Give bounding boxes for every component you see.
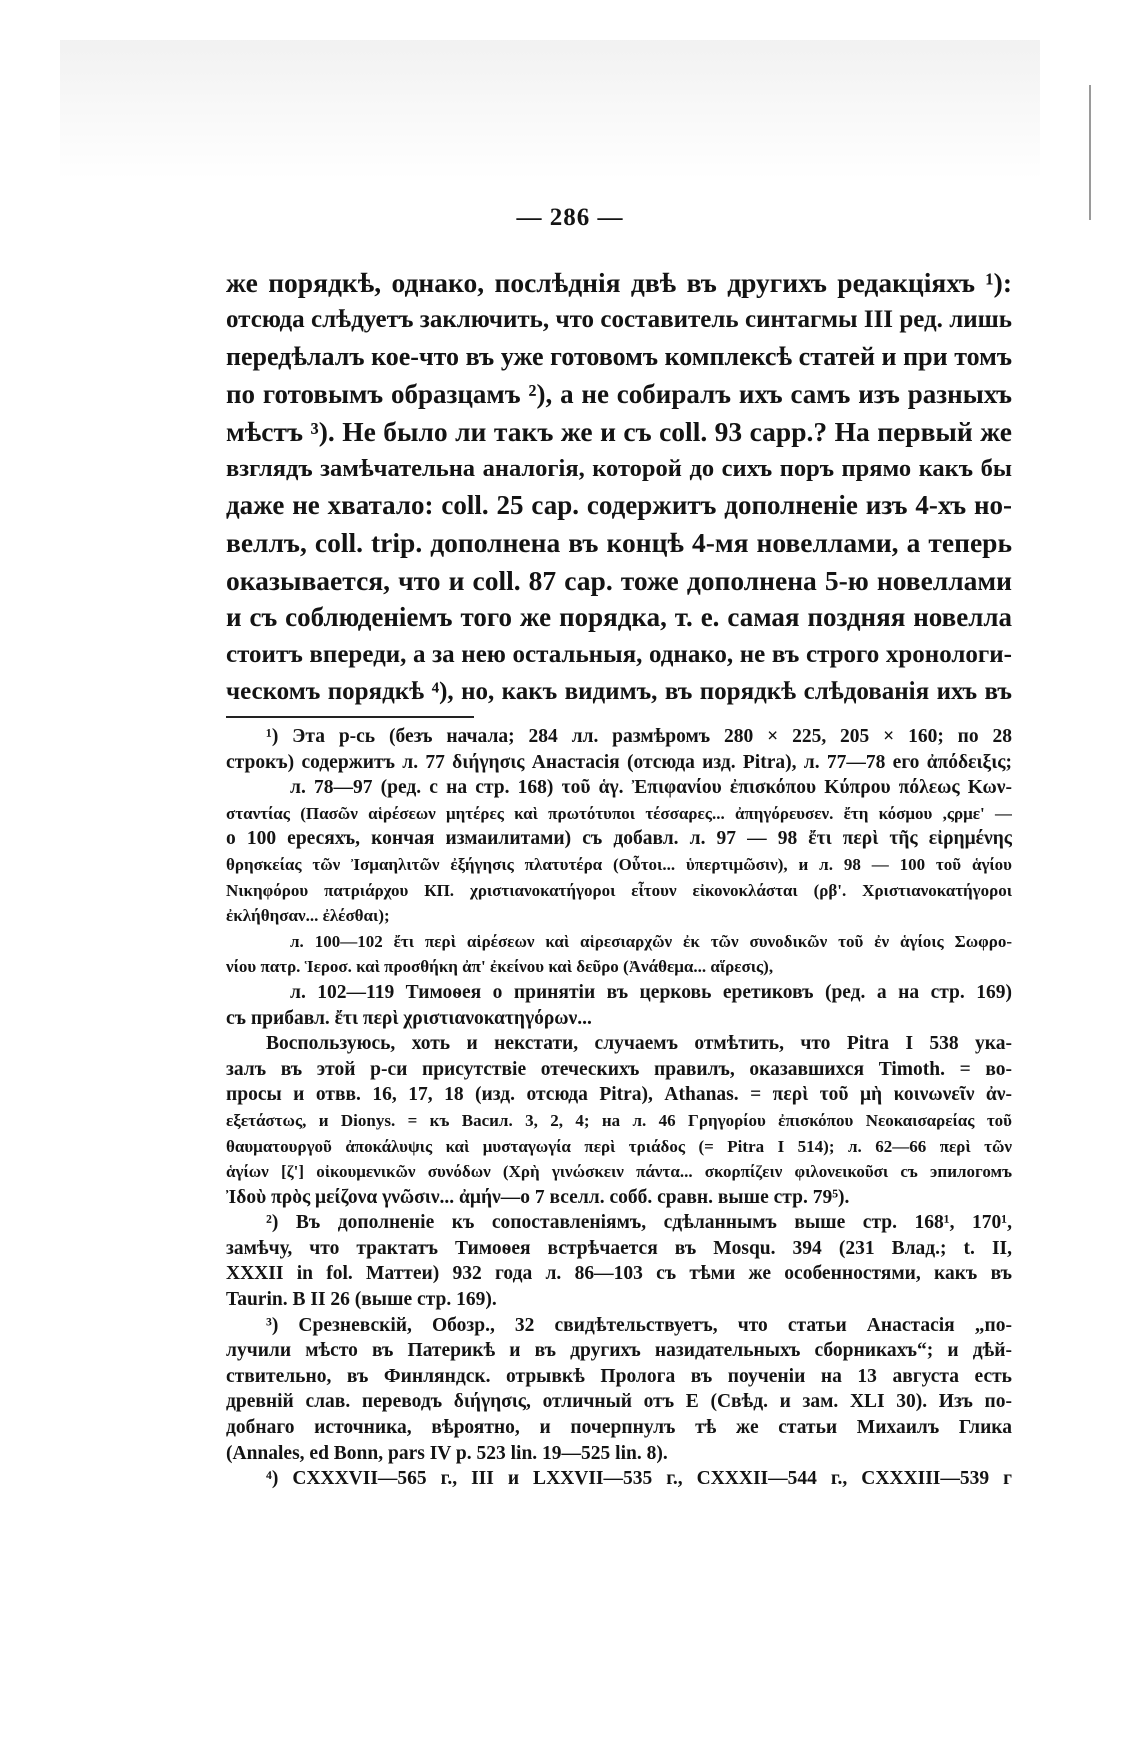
- footnote-line: θρησκείας τῶν Ἰσμαηλιτῶν ἐξήγησις πλατυτέρα (Οὗτοι... ὑπερτιμῶσιν), и л. 98 — 100 τοῦ ἁγίου: [226, 854, 1012, 874]
- footnote-line: л. 102—119 Тимоѳея о принятіи въ церковь еретиковъ (ред. а на стр. 169): [290, 981, 1012, 1003]
- page-edge-mark: [1089, 85, 1091, 220]
- footnote-line: древній слав. переводъ διήγησις, отличный отъ Е (Свѣд. и зам. XLI 30). Изъ по-: [226, 1391, 1012, 1413]
- footnote-line: Taurin. B II 26 (выше стр. 169).: [226, 1289, 497, 1311]
- footnote-line: лучили мѣсто въ Патерикѣ и въ другихъ назидательныхъ сборникахъ“; и дѣй-: [226, 1340, 1012, 1362]
- footnote-line: л. 78—97 (ред. с на стр. 168) τοῦ ἁγ. Ἐπιφανίου ἐπισκόπου Κύπρου πόλεως Κων-: [290, 777, 1012, 799]
- footnote-line: съ прибавл. ἔτι περὶ χριστιανοκατηγόρων...: [226, 1007, 592, 1029]
- body-line: взглядъ замѣчательна аналогія, которой до сихъ поръ прямо какъ бы: [226, 455, 1012, 483]
- footnote-line: залъ въ этой р-си присутствіе отеческихъ правилъ, оказавшихся Timoth. = во-: [226, 1058, 1012, 1080]
- footnote-line: (Annales, ed Bonn, pars IV p. 523 lin. 19—525 lin. 8).: [226, 1442, 668, 1464]
- body-line: ческомъ порядкѣ ⁴), но, какъ видимъ, въ порядкѣ слѣдованія ихъ въ: [226, 678, 1012, 706]
- footnote-line: σταντίας (Πασῶν αἱρέσεων μητέρες καὶ πρωτότυποι τέσσαρες... ἀπηγόρευσεν. ἔτη κόσμου ,ςρμε' —: [226, 803, 1012, 823]
- body-line: и съ соблюденіемъ того же порядка, т. е. самая поздняя новелла: [226, 601, 1012, 632]
- main-body-text: [226, 264, 1012, 710]
- footnote-line: ³) Срезневскій, Обозр., 32 свидѣтельствуетъ, что статьи Анастасія „по-: [266, 1314, 1012, 1336]
- body-line: оказывается, что и coll. 87 сар. тоже дополнена 5-ю новеллами: [226, 564, 1012, 596]
- footnotes: [226, 724, 1012, 1492]
- footnote-line: ἐκλήθησαν... ἐλέσθαι);: [226, 906, 390, 926]
- footnote-line: θαυματουργοῦ ἀποκάλυψις καὶ μυσταγωγία περὶ τριάδος (= Pitra I 514); л. 62—66 περὶ τῶν: [226, 1136, 1012, 1156]
- body-line: же порядкѣ, однако, послѣднія двѣ въ другихъ редакціяхъ ¹):: [226, 267, 1012, 298]
- body-line: отсюда слѣдуетъ заключить, что составитель синтагмы III ред. лишь: [226, 306, 1012, 334]
- footnote-line: о 100 ересяхъ, кончая измаилитами) съ добавл. л. 97 — 98 ἔτι περὶ τῆς εἰρημένης: [226, 828, 1012, 850]
- footnote-line: добнаго источника, вѣроятно, и почерпнулъ тѣ же статьи Михаилъ Глика: [226, 1417, 1012, 1439]
- footnote-line: XXXII in fol. Маттеи) 932 года л. 86—103 съ тѣми же особенностями, какъ въ: [226, 1263, 1012, 1285]
- footnote-line: ¹) Эта р-сь (безъ начала; 284 лл. размѣромъ 280 × 225, 205 × 160; по 28: [266, 726, 1012, 747]
- footnote-line: Воспользуюсь, хоть и некстати, случаемъ отмѣтить, что Pitra I 538 ука-: [266, 1033, 1012, 1055]
- footnote-line: νίου πατρ. Ἱεροσ. καὶ προσθήκη ἀπ' ἐκείνου καὶ δεῦρο (Ἀνάθεμα... αἵρεσις),: [226, 957, 774, 977]
- footnote-separator: [226, 716, 474, 718]
- body-line: веллъ, coll. trip. дополнена въ концѣ 4-мя новеллами, а теперь: [226, 527, 1012, 559]
- footnote-line: Νικηφόρου πατριάρχου КП. χριστιανοκατήγοροι εἶτουν εἰκονοκλάσται (ρβ'. Χριστιανοκατήγοροι: [226, 880, 1012, 900]
- body-line: по готовымъ образцамъ ²), а не собиралъ ихъ самъ изъ разныхъ: [226, 378, 1012, 409]
- scan-shading: [60, 40, 1040, 180]
- footnote-line: Ἰδοὺ πρὸς μείζονα γνῶσιν... ἀμήν—о 7 вселл. cобб. сравн. выше стр. 79⁵).: [226, 1186, 850, 1208]
- footnote-line: ⁴) CXXXVII—565 г., III и LXXVII—535 г., CXXXII—544 г., CXXXIII—539 г: [266, 1468, 1012, 1490]
- footnote-line: замѣчу, что трактатъ Тимоѳея встрѣчается въ Mosqu. 394 (231 Влад.; t. II,: [226, 1237, 1012, 1259]
- body-line: передѣлалъ кое-что въ уже готовомъ комплексѣ статей и при томъ: [226, 342, 1012, 372]
- page-number: — 286 —: [516, 204, 624, 231]
- footnote-line: εξετάστως, и Dionys. = къ Васил. 3, 2, 4; на л. 46 Γρηγορίου ἐπισκόπου Νεοκαισαρείας τοῦ: [226, 1110, 1012, 1130]
- footnote-line: строкъ) содержитъ л. 77 διήγησις Анастасія (отсюда изд. Pitra), л. 77—78 его ἀπόδειξις;: [226, 751, 1012, 773]
- body-line: стоитъ впереди, а за нею остальныя, однако, не въ строго хронологи-: [226, 641, 1012, 669]
- footnote-line: л. 100—102 ἔτι περὶ αἱρέσεων καὶ αἱρεσιαρχῶν ἐκ τῶν συνοδικῶν τοῦ ἐν ἁγίοις Σωφρο-: [290, 931, 1012, 951]
- body-line: даже не хватало: coll. 25 сар. содержитъ дополненіе изъ 4-хъ но-: [226, 490, 1012, 521]
- footnote-line: ствительно, въ Финляндск. отрывкѣ Пролога въ поученіи на 13 августа есть: [226, 1365, 1012, 1387]
- footnote-line: просы и отвв. 16, 17, 18 (изд. отсюда Pitra), Athanas. = περὶ τοῦ μὴ κοινωνεῖν ἀν-: [226, 1084, 1012, 1106]
- footnote-line: ἁγίων [ζ'] οἰκουμενικῶν συνόδων (Χρὴ γινώσκειν πάντα... σκορπίζειν φιλονεικοῦσι съ эпилогомъ: [226, 1162, 1012, 1182]
- footnote-line: ²) Въ дополненіе къ сопоставленіямъ, сдѣланнымъ выше стр. 168¹, 170¹,: [266, 1212, 1012, 1234]
- body-line: мѣстъ ³). Не было ли такъ же и съ coll. 93 сарр.? На первый же: [226, 415, 1012, 447]
